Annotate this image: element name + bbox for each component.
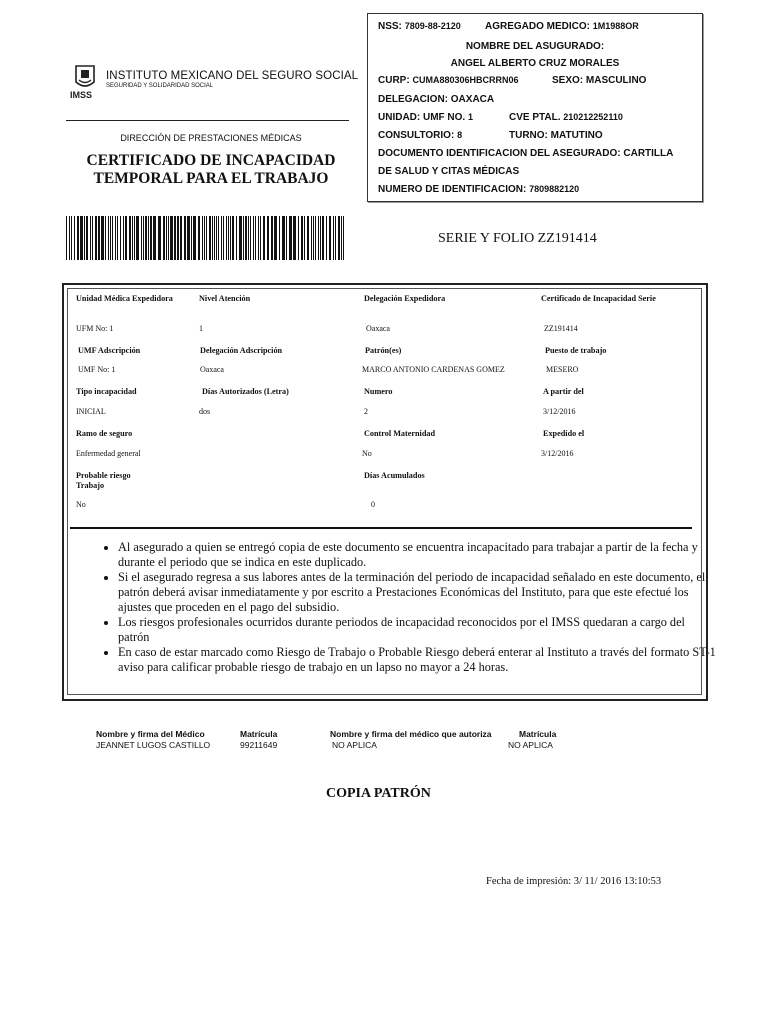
barcode-bar — [105, 216, 106, 260]
barcode-bar — [307, 216, 309, 260]
barcode-bar — [166, 216, 167, 260]
header-tipo-incapacidad: Tipo incapacidad — [76, 387, 137, 396]
barcode-bar — [320, 216, 321, 260]
insured-info-box — [367, 13, 703, 202]
barcode-bar — [69, 216, 70, 260]
barcode-bar — [153, 216, 156, 260]
value-puesto-trabajo: MESERO — [546, 365, 579, 374]
barcode-bar — [136, 216, 139, 260]
barcode-bar — [141, 216, 142, 260]
agregado-value: 1M1988OR — [592, 21, 639, 31]
barcode-bar — [117, 216, 118, 260]
header-probable-riesgo-line2: Trabajo — [76, 481, 105, 490]
note-item: • En caso de estar marcado como Riesgo de Trabajo o Probable Riesgo deberá enterar al Instituto a través del formato ST-1 aviso para calificar probable riesgo de trabajo en un lapso no mayor a 24 horas. — [118, 645, 718, 675]
value-dias-acumulados: 0 — [371, 500, 375, 509]
barcode-bar — [258, 216, 259, 260]
value-ramo-seguro: Enfermedad general — [76, 449, 141, 458]
barcode-bar — [335, 216, 336, 260]
header-umf-adscripcion: UMF Adscripción — [78, 346, 141, 355]
institution-subtitle: SEGURIDAD Y SOLIDARIDAD SOCIAL — [106, 83, 214, 89]
barcode-bar — [77, 216, 79, 260]
barcode-bar — [101, 216, 104, 260]
barcode-bar — [216, 216, 217, 260]
barcode-bar — [218, 216, 219, 260]
value-delegacion-expedidora: Oaxaca — [366, 324, 390, 333]
barcode-bar — [293, 216, 296, 260]
barcode-bar — [326, 216, 327, 260]
barcode-bar — [177, 216, 179, 260]
delegacion: DELEGACION: OAXACA — [378, 94, 495, 105]
header-probable-riesgo — [76, 471, 131, 491]
header-a-partir-del: A partir del — [543, 387, 584, 396]
header-numero: Numero — [364, 387, 393, 396]
unidad-line — [378, 112, 473, 123]
note-item: • Al asegurado a quien se entregó copia de este documento se encuentra incapacitado para trabajar a partir de la fecha y durante el periodo que se indica en este duplicado. — [118, 540, 718, 570]
value-expedido-el: 3/12/2016 — [541, 449, 574, 458]
barcode-bar — [279, 216, 280, 260]
header-control-maternidad: Control Maternidad — [364, 429, 436, 438]
value-patron: MARCO ANTONIO CARDENAS GOMEZ — [362, 365, 505, 374]
barcode-bar — [158, 216, 161, 260]
matricula-value: 99211649 — [240, 740, 278, 750]
barcode-bar — [298, 216, 299, 260]
barcode-bar — [271, 216, 273, 260]
header-delegacion-expedidora: Delegación Expedidora — [364, 294, 446, 303]
header-puesto-trabajo: Puesto de trabajo — [545, 346, 607, 355]
barcode-bar — [191, 216, 192, 260]
barcode-bar — [253, 216, 254, 260]
consultorio-line — [378, 130, 462, 141]
header-dias-acumulados: Días Acumulados — [364, 471, 425, 480]
cve-line — [509, 112, 623, 123]
barcode-bar — [84, 216, 85, 260]
barcode-bar — [338, 216, 340, 260]
barcode-bar — [329, 216, 331, 260]
barcode-bar — [322, 216, 324, 260]
unidad-value: 1 — [468, 112, 474, 122]
barcode-bar — [239, 216, 242, 260]
barcode-bar — [108, 216, 109, 260]
imss-logo — [68, 64, 102, 100]
logo-text: IMSS — [70, 90, 93, 100]
barcode-bar — [123, 216, 124, 260]
barcode-bar — [333, 216, 334, 260]
print-date: Fecha de impresión: 3/ 11/ 2016 13:10:53 — [486, 876, 662, 887]
medico-value: JEANNET LUGOS CASTILLO — [96, 740, 211, 750]
header-ramo-seguro: Ramo de seguro — [76, 429, 133, 438]
value-dias-autorizados: dos — [199, 407, 211, 416]
barcode-bar — [120, 216, 121, 260]
barcode-bar — [341, 216, 342, 260]
header-certificado-serie: Certificado de Incapacidad Serie — [541, 294, 656, 303]
barcode-bar — [148, 216, 149, 260]
copy-label: COPIA PATRÓN — [326, 786, 431, 801]
barcode-bar — [168, 216, 169, 260]
barcode — [66, 216, 348, 260]
barcode-bar — [263, 216, 265, 260]
barcode-bar — [163, 216, 165, 260]
documento-line2: DE SALUD Y CITAS MÉDICAS — [378, 166, 520, 177]
barcode-bar — [212, 216, 213, 260]
header-unidad-medica: Unidad Médica Expedidora — [76, 294, 173, 303]
barcode-bar — [66, 216, 67, 260]
barcode-bar — [204, 216, 205, 260]
barcode-bar — [289, 216, 292, 260]
barcode-bar — [282, 216, 285, 260]
header-probable-riesgo-line1: Probable riesgo — [76, 471, 131, 480]
numid-label: NUMERO DE IDENTIFICACION: — [378, 184, 527, 195]
barcode-bar — [286, 216, 287, 260]
cve-value: 210212252110 — [563, 112, 623, 122]
nombre-label: NOMBRE DEL ASUGURADO: — [465, 41, 605, 52]
barcode-bar — [304, 216, 305, 260]
header-expedido-el: Expedido el — [543, 429, 585, 438]
medico-label: Nombre y firma del Médico — [96, 729, 205, 739]
institution-name: INSTITUTO MEXICANO DEL SEGURO SOCIAL — [106, 70, 359, 82]
value-certificado-serie: ZZ191414 — [544, 324, 578, 333]
table-separator — [70, 527, 692, 529]
notes-list — [88, 540, 718, 675]
cve-label: CVE PTAL. — [509, 112, 561, 123]
barcode-bar — [315, 216, 316, 260]
consultorio-label: CONSULTORIO: — [378, 130, 455, 141]
barcode-bar — [143, 216, 144, 260]
note-item: • Si el asegurado regresa a sus labores antes de la terminación del periodo de incapacidad señalado en este documento, el patrón deberá avisar inmediatamente y por escrito a Prestaciones Económicas del Instituto, para que este efectué los ajustes que proceden en el pago del subsidio. — [118, 570, 718, 615]
barcode-bar — [226, 216, 227, 260]
barcode-bar — [129, 216, 131, 260]
header-divider — [66, 120, 349, 121]
value-delegacion-adscripcion: Oaxaca — [200, 365, 224, 374]
barcode-bar — [250, 216, 251, 260]
barcode-bar — [248, 216, 249, 260]
matricula2-label: Matrícula — [519, 729, 557, 739]
barcode-bar — [90, 216, 91, 260]
consultorio-value: 8 — [457, 130, 463, 140]
barcode-bar — [180, 216, 182, 260]
serie-folio: SERIE Y FOLIO ZZ191414 — [438, 231, 597, 246]
curp-label: CURP: — [378, 75, 410, 86]
note-item: • Los riesgos profesionales ocurridos durante periodos de incapacidad reconocidos por el IMSS quedaran a cargo del patrón — [118, 615, 718, 645]
barcode-bar — [92, 216, 93, 260]
barcode-bar — [125, 216, 127, 260]
nss-label: NSS: — [378, 21, 402, 32]
certificate-title — [66, 152, 356, 188]
barcode-bar — [209, 216, 211, 260]
header-nivel-atencion: Nivel Atención — [199, 294, 251, 303]
documento-line1: DOCUMENTO IDENTIFICACION DEL ASEGURADO: CARTILLA — [378, 148, 674, 159]
barcode-bar — [232, 216, 234, 260]
barcode-bar — [274, 216, 277, 260]
curp-line — [378, 75, 519, 86]
value-probable-riesgo: No — [76, 500, 86, 509]
nss-value: 7809-88-2120 — [404, 21, 461, 31]
barcode-bar — [86, 216, 88, 260]
certificate-title-line2: TEMPORAL PARA EL TRABAJO — [93, 170, 329, 187]
barcode-bar — [95, 216, 97, 260]
value-umf-adscripcion: UMF No: 1 — [78, 365, 116, 374]
barcode-bar — [228, 216, 229, 260]
certificate-title-line1: CERTIFICADO DE INCAPACIDAD — [86, 152, 336, 169]
value-nivel-atencion: 1 — [199, 324, 203, 333]
numid-value: 7809882120 — [529, 184, 580, 194]
barcode-bar — [193, 216, 196, 260]
barcode-bar — [214, 216, 215, 260]
value-tipo-incapacidad: INICIAL — [76, 407, 106, 416]
barcode-bar — [74, 216, 75, 260]
barcode-bar — [230, 216, 231, 260]
barcode-bar — [132, 216, 133, 260]
barcode-bar — [267, 216, 269, 260]
nss-line — [378, 21, 461, 32]
value-numero: 2 — [364, 407, 368, 416]
value-a-partir-del: 3/12/2016 — [543, 407, 576, 416]
sexo: SEXO: MASCULINO — [552, 75, 647, 86]
turno: TURNO: MATUTINO — [509, 130, 603, 141]
barcode-bar — [80, 216, 83, 260]
barcode-bar — [202, 216, 203, 260]
barcode-bar — [343, 216, 344, 260]
barcode-bar — [206, 216, 207, 260]
nombre-value: ANGEL ALBERTO CRUZ MORALES — [450, 58, 620, 69]
direction-label: DIRECCIÓN DE PRESTACIONES MÉDICAS — [120, 133, 302, 143]
barcode-bar — [255, 216, 256, 260]
header-patron: Patrón(es) — [365, 346, 402, 355]
barcode-bar — [260, 216, 261, 260]
agregado-label: AGREGADO MEDICO: — [485, 21, 590, 32]
barcode-bar — [71, 216, 72, 260]
barcode-bar — [236, 216, 237, 260]
barcode-bar — [313, 216, 314, 260]
barcode-bar — [110, 216, 111, 260]
barcode-bar — [184, 216, 186, 260]
barcode-bar — [150, 216, 152, 260]
value-control-maternidad: No — [362, 449, 372, 458]
autoriza-label: Nombre y firma del médico que autoriza — [330, 729, 492, 739]
matricula2-value: NO APLICA — [508, 740, 553, 750]
header-dias-autorizados: Días Autorizados (Letra) — [202, 387, 289, 396]
barcode-bar — [311, 216, 312, 260]
barcode-bar — [245, 216, 247, 260]
numid-line — [378, 184, 579, 195]
barcode-bar — [170, 216, 173, 260]
autoriza-value: NO APLICA — [332, 740, 377, 750]
agregado-line — [485, 21, 639, 32]
unidad-label: UNIDAD: UMF NO. — [378, 112, 466, 123]
matricula-label: Matrícula — [240, 729, 278, 739]
barcode-bar — [318, 216, 319, 260]
barcode-bar — [145, 216, 147, 260]
curp-value: CUMA880306HBCRRN06 — [412, 75, 519, 85]
barcode-bar — [301, 216, 303, 260]
barcode-bar — [198, 216, 200, 260]
barcode-bar — [243, 216, 244, 260]
barcode-bar — [112, 216, 113, 260]
barcode-bar — [221, 216, 222, 260]
barcode-bar — [187, 216, 190, 260]
barcode-bar — [174, 216, 176, 260]
barcode-bar — [134, 216, 135, 260]
barcode-bar — [223, 216, 224, 260]
barcode-bar — [98, 216, 100, 260]
barcode-bar — [115, 216, 116, 260]
value-unidad-medica: UFM No: 1 — [76, 324, 114, 333]
header-delegacion-adscripcion: Delegación Adscripción — [200, 346, 283, 355]
